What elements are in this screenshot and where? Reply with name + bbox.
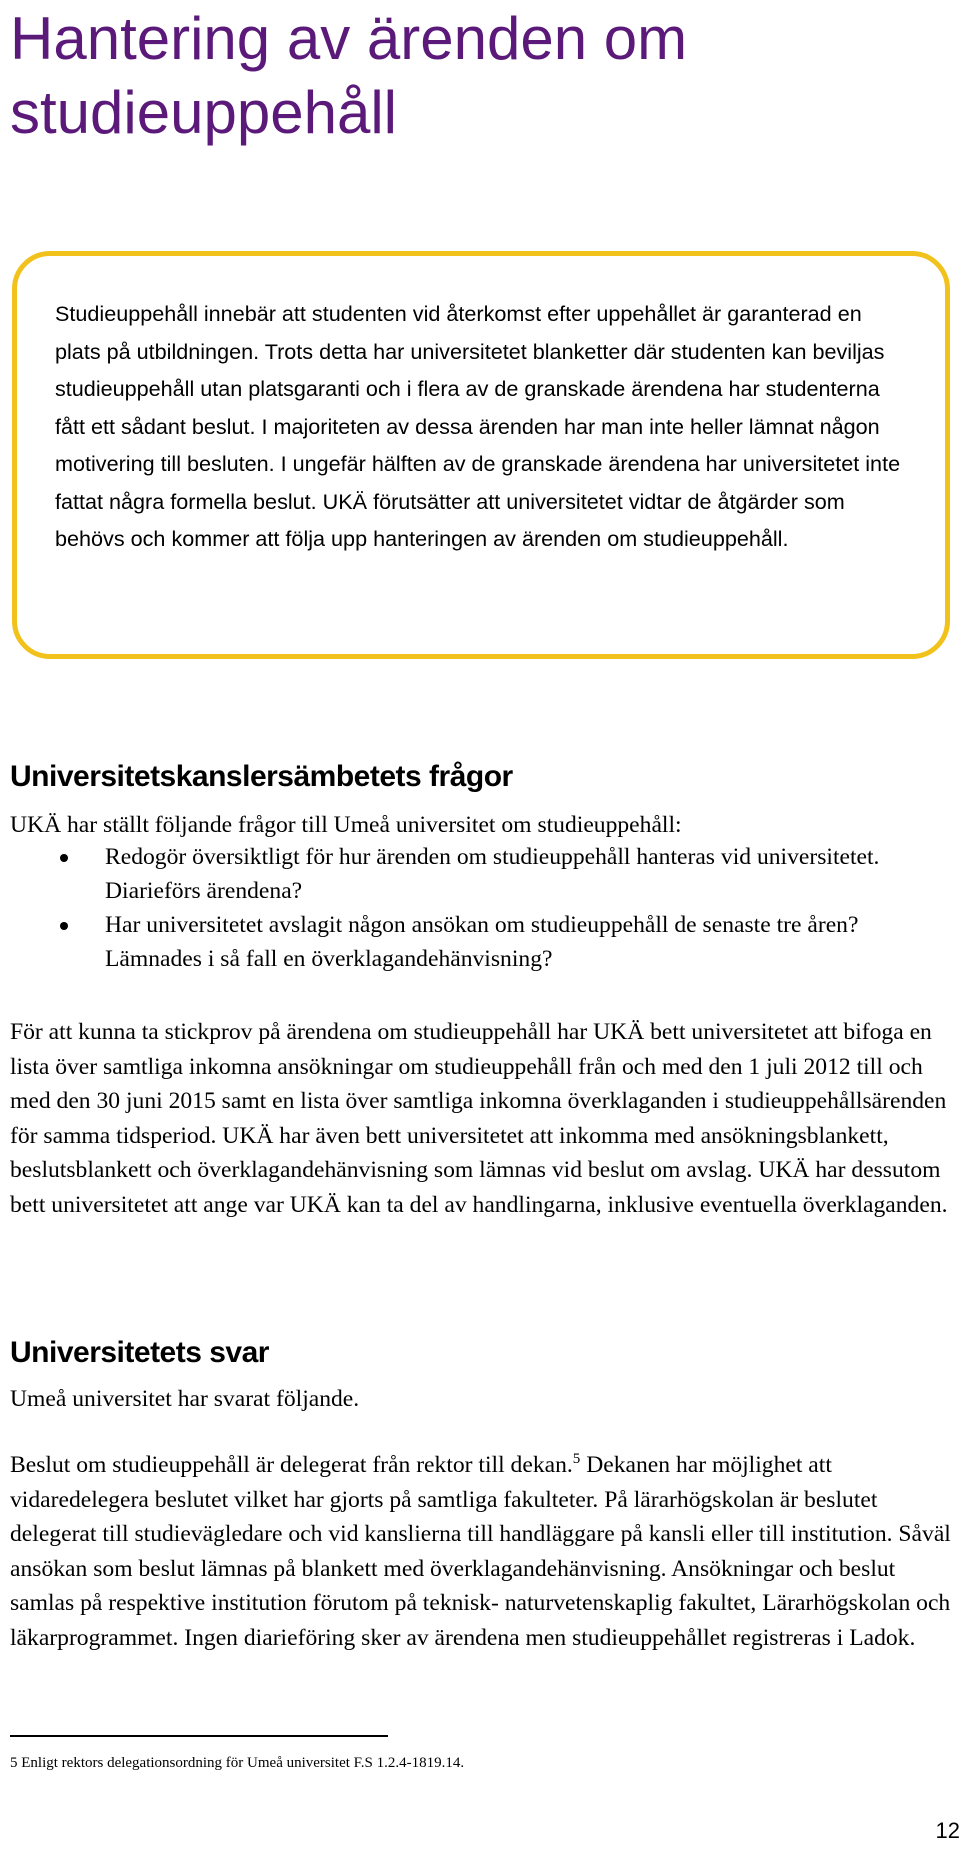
section-heading-questions: Universitetskanslersämbetets frågor <box>10 760 513 793</box>
questions-intro: UKÄ har ställt följande frågor till Umeå universitet om studieuppehåll: <box>10 812 682 838</box>
summary-callout <box>12 251 950 659</box>
section-heading-answer: Universitetets svar <box>10 1336 269 1369</box>
bullet-icon <box>60 922 68 930</box>
bullet-text: Har universitetet avslagit någon ansökan om studieuppehåll de senaste tre åren? Lämnades i så fall en överklagandehänvisning? <box>105 912 859 972</box>
list-item <box>10 840 940 908</box>
answer-intro: Umeå universitet har svarat följande. <box>10 1386 360 1412</box>
footnote-reference[interactable]: 5 <box>572 1451 581 1468</box>
answer-paragraph <box>10 1448 955 1656</box>
bullet-icon <box>60 854 68 862</box>
bullet-text: Redogör översiktligt för hur ärenden om studieuppehåll hanteras vid universitetet. Diarieförs ärendena? <box>105 844 880 904</box>
answer-text-start: Beslut om studieuppehåll är delegerat från rektor till dekan. <box>10 1452 573 1478</box>
questions-paragraph: För att kunna ta stickprov på ärendena om studieuppehåll har UKÄ bett universitetet att bifoga en lista över samtliga inkomna ansökningar om studieuppehåll från och med den 1 juli 2012 till och med den 30 juni 2015 samt en lista över samtliga inkomna överklaganden i studieuppehållsärenden för samma tidsperiod. UKÄ har även bett universitetet att inkomma med ansökningsblankett, beslutsblankett och överklagandehänvisning som lämnas vid beslut om avslag. UKÄ har dessutom bett universitetet att ange var UKÄ kan ta del av handlingarna, inklusive eventuella överklaganden. <box>10 1019 948 1218</box>
footnote: 5 Enligt rektors delegationsordning för Umeå universitet F.S 1.2.4-1819.14. <box>10 1755 465 1771</box>
page-number: 12 <box>935 1818 960 1843</box>
footnote-divider <box>10 1735 388 1737</box>
list-item <box>10 908 940 976</box>
callout-text: Studieuppehåll innebär att studenten vid återkomst efter uppehållet är garanterad en plats på utbildningen. Trots detta har universitetet blanketter där studenten kan beviljas studieuppehåll utan platsgaranti och i flera av de granskade ärendena har studenterna fått ett sådant beslut. I majoriteten av dessa ärenden har man inte heller lämnat någon motivering till besluten. I ungefär hälften av de granskade ärendena har universitetet inte fattat några formella beslut. UKÄ förutsätter att universitetet vidtar de åtgärder som behövs och kommer att följa upp hanteringen av ärenden om studieuppehåll. <box>55 301 901 551</box>
page-title: Hantering av ärenden om studieuppehåll <box>10 5 688 146</box>
answer-text-rest: Dekanen har möjlighet att vidaredelegera beslutet vilket har gjorts på samtliga fakulteter. På lärarhögskolan är beslutet delegerat till studievägledare och vid kanslierna till handläggare på kansli eller till institution. Såväl ansökan som beslut lämnas på blankett med överklagandehänvisning. Ansökningar och beslut samlas på respektive institution förutom på teknisk- naturvetenskaplig fakultet, Lärarhögskolan och läkarprogrammet. Ingen diarieföring sker av ärendena men studieuppehållet registreras i Ladok. <box>10 1452 951 1651</box>
question-list <box>10 840 940 976</box>
